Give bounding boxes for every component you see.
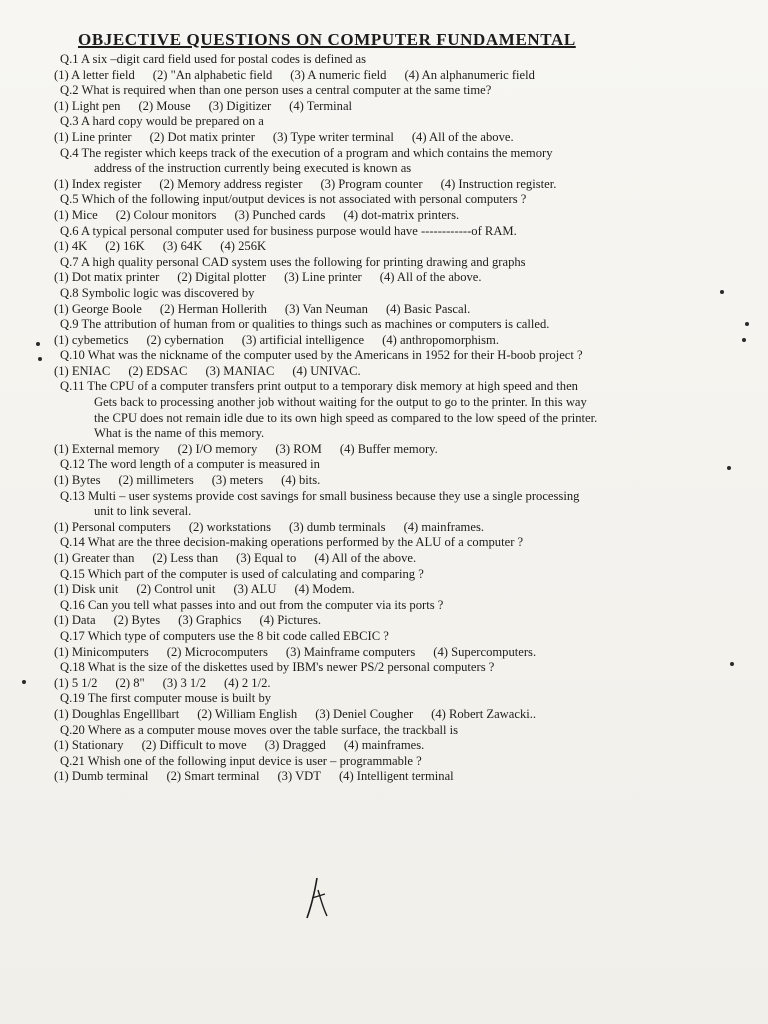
option-4: (4) Robert Zawacki.. bbox=[431, 706, 537, 721]
question-text: Q.2 What is required when than one person uses a central computer at the same time? bbox=[60, 83, 492, 98]
option-2: (2) Colour monitors bbox=[115, 207, 217, 222]
options-row bbox=[54, 613, 704, 629]
option-1: (1) 5 1/2 bbox=[54, 675, 98, 690]
option-2: (2) EDSAC bbox=[128, 363, 188, 378]
option-3: (3) Graphics bbox=[178, 613, 242, 628]
scan-speck bbox=[720, 290, 724, 294]
question-continuation: the CPU does not remain idle due to its own high speed as compared to the low speed of the printer. bbox=[94, 410, 598, 425]
signature-mark bbox=[303, 876, 333, 920]
option-1: (1) Data bbox=[54, 613, 96, 628]
question-text: Q.17 Which type of computers use the 8 bit code called EBCIC ? bbox=[60, 628, 389, 643]
question-text: Q.9 The attribution of human from or qualities to things such as machines or computers is called. bbox=[60, 317, 550, 332]
scan-speck bbox=[742, 338, 746, 342]
options-row bbox=[54, 302, 704, 318]
options-row bbox=[54, 177, 704, 193]
question-text: Q.14 What are the three decision-making operations performed by the ALU of a computer ? bbox=[60, 535, 524, 550]
question-continuation: address of the instruction currently being executed is known as bbox=[94, 161, 412, 176]
question-text: Q.7 A high quality personal CAD system uses the following for printing drawing and graphs bbox=[60, 254, 526, 269]
option-1: (1) Dot matix printer bbox=[54, 270, 160, 285]
option-3: (3) ROM bbox=[275, 441, 322, 456]
option-3: (3) artificial intelligence bbox=[241, 332, 365, 347]
question-continuation: unit to link several. bbox=[94, 504, 192, 519]
option-3: (3) MANIAC bbox=[205, 363, 275, 378]
option-1: (1) 4K bbox=[54, 239, 88, 254]
option-3: (3) Mainframe computers bbox=[285, 644, 416, 659]
option-2: (2) Bytes bbox=[113, 613, 161, 628]
option-2: (2) millimeters bbox=[118, 473, 194, 488]
option-1: (1) Minicomputers bbox=[54, 644, 149, 659]
question-text: Q.5 Which of the following input/output devices is not associated with personal computers ? bbox=[60, 192, 527, 207]
option-4: (4) dot-matrix printers. bbox=[343, 207, 460, 222]
question-text: Q.20 Where as a computer mouse moves over the table surface, the trackball is bbox=[60, 722, 459, 737]
options-row bbox=[54, 551, 704, 567]
options-row bbox=[54, 99, 704, 115]
question-text: Q.12 The word length of a computer is measured in bbox=[60, 457, 320, 472]
option-1: (1) Mice bbox=[54, 207, 98, 222]
option-3: (3) Line printer bbox=[284, 270, 362, 285]
options-row bbox=[54, 270, 704, 286]
option-3: (3) meters bbox=[211, 473, 264, 488]
option-1: (1) Disk unit bbox=[54, 582, 119, 597]
option-2: (2) Memory address register bbox=[159, 176, 303, 191]
option-1: (1) cybemetics bbox=[54, 332, 129, 347]
option-1: (1) Greater than bbox=[54, 551, 135, 565]
option-3: (3) dumb terminals bbox=[289, 519, 386, 534]
options-row bbox=[54, 473, 704, 489]
option-2: (2) 16K bbox=[105, 239, 145, 254]
question-text: Q.11 The CPU of a computer transfers print output to a temporary disk memory at high speed and then bbox=[60, 379, 578, 394]
option-4: (4) UNIVAC. bbox=[292, 363, 361, 378]
question-text: Q.13 Multi – user systems provide cost savings for small business because they use a single processing bbox=[60, 488, 580, 503]
option-2: (2) cybernation bbox=[146, 332, 224, 347]
option-2: (2) Dot matix printer bbox=[149, 129, 255, 144]
option-2: (2) Digital plotter bbox=[177, 270, 267, 285]
question-text: Q.1 A six –digit card field used for postal codes is defined as bbox=[60, 52, 367, 66]
option-1: (1) Bytes bbox=[54, 473, 101, 488]
option-1: (1) George Boole bbox=[54, 301, 142, 316]
option-2: (2) Microcomputers bbox=[166, 644, 268, 659]
options-row bbox=[54, 208, 704, 224]
question-text: Q.8 Symbolic logic was discovered by bbox=[60, 285, 255, 300]
question-list bbox=[54, 52, 704, 785]
scan-speck bbox=[727, 466, 731, 470]
option-2: (2) Mouse bbox=[138, 98, 191, 113]
option-3: (3) 3 1/2 bbox=[162, 675, 207, 690]
question-text: Q.16 Can you tell what passes into and out from the computer via its ports ? bbox=[60, 597, 444, 612]
question-text: Q.21 Whish one of the following input device is user – programmable ? bbox=[60, 753, 422, 768]
option-4: (4) All of the above. bbox=[411, 129, 514, 144]
options-row bbox=[54, 68, 704, 84]
option-1: (1) A letter field bbox=[54, 67, 135, 82]
scan-speck bbox=[730, 662, 734, 666]
option-4: (4) Modem. bbox=[294, 582, 355, 597]
option-1: (1) ENIAC bbox=[54, 363, 111, 378]
option-1: (1) Dumb terminal bbox=[54, 769, 149, 784]
option-4: (4) Basic Pascal. bbox=[385, 301, 471, 316]
option-3: (3) ALU bbox=[233, 582, 277, 597]
options-row bbox=[54, 333, 704, 349]
question-continuation: What is the name of this memory. bbox=[94, 426, 265, 441]
options-row bbox=[54, 738, 704, 754]
option-3: (3) Punched cards bbox=[234, 207, 326, 222]
option-3: (3) Dragged bbox=[264, 738, 326, 753]
question-text: Q.3 A hard copy would be prepared on a bbox=[60, 114, 264, 129]
question-text: Q.10 What was the nickname of the computer used by the Americans in 1952 for their H-boob project ? bbox=[60, 348, 583, 363]
options-row bbox=[54, 239, 704, 255]
options-row bbox=[54, 130, 704, 146]
option-2: (2) I/O memory bbox=[177, 441, 258, 456]
option-4: (4) Supercomputers. bbox=[433, 644, 537, 659]
option-2: (2) Herman Hollerith bbox=[159, 301, 267, 316]
question-text: Q.19 The first computer mouse is built by bbox=[60, 691, 272, 706]
options-row bbox=[54, 769, 704, 785]
option-1: (1) Doughlas Engelllbart bbox=[54, 706, 180, 721]
options-row bbox=[54, 707, 704, 723]
option-2: (2) Control unit bbox=[136, 582, 216, 597]
question-continuation: Gets back to processing another job without waiting for the output to go to the printer. In this way bbox=[94, 395, 587, 410]
option-3: (3) Van Neuman bbox=[284, 301, 368, 316]
option-2: (2) Less than bbox=[152, 551, 219, 565]
option-1: (1) Personal computers bbox=[54, 519, 171, 534]
option-3: (3) VDT bbox=[277, 769, 321, 784]
option-2: (2) workstations bbox=[188, 519, 272, 534]
option-1: (1) Line printer bbox=[54, 129, 132, 144]
option-2: (2) Smart terminal bbox=[166, 769, 260, 784]
question-text: Q.18 What is the size of the diskettes used by IBM's newer PS/2 personal computers ? bbox=[60, 660, 495, 675]
option-1: (1) Stationary bbox=[54, 738, 124, 753]
option-4: (4) All of the above. bbox=[314, 551, 417, 565]
option-2: (2) William English bbox=[197, 706, 298, 721]
options-row bbox=[54, 442, 704, 458]
options-row bbox=[54, 520, 704, 536]
scan-speck bbox=[36, 342, 40, 346]
option-4: (4) 2 1/2. bbox=[224, 675, 271, 690]
option-1: (1) Light pen bbox=[54, 98, 121, 113]
question-text: Q.6 A typical personal computer used for business purpose would have ------------of RAM. bbox=[60, 223, 517, 238]
options-row bbox=[54, 364, 704, 380]
option-3: (3) Program counter bbox=[320, 176, 423, 191]
scan-speck bbox=[22, 680, 26, 684]
option-4: (4) Instruction register. bbox=[440, 176, 557, 191]
option-3: (3) 64K bbox=[162, 239, 203, 254]
option-4: (4) 256K bbox=[220, 239, 267, 254]
option-4: (4) Buffer memory. bbox=[339, 441, 438, 456]
option-3: (3) Deniel Cougher bbox=[315, 706, 414, 721]
option-3: (3) Equal to bbox=[236, 551, 297, 565]
option-4: (4) Pictures. bbox=[259, 613, 321, 628]
scan-speck bbox=[745, 322, 749, 326]
question-text: Q.15 Which part of the computer is used of calculating and comparing ? bbox=[60, 566, 424, 581]
options-row bbox=[54, 582, 704, 598]
option-4: (4) Terminal bbox=[289, 98, 353, 113]
option-3: (3) Digitizer bbox=[208, 98, 272, 113]
options-row bbox=[54, 645, 704, 661]
option-4: (4) All of the above. bbox=[379, 270, 482, 285]
option-2: (2) "An alphabetic field bbox=[152, 67, 273, 82]
options-row bbox=[54, 676, 704, 692]
option-2: (2) Difficult to move bbox=[141, 738, 247, 753]
option-4: (4) mainframes. bbox=[343, 738, 425, 753]
option-3: (3) A numeric field bbox=[290, 67, 387, 82]
option-1: (1) External memory bbox=[54, 441, 160, 456]
option-4: (4) anthropomorphism. bbox=[382, 332, 499, 347]
option-1: (1) Index register bbox=[54, 176, 142, 191]
option-4: (4) An alphanumeric field bbox=[404, 67, 535, 82]
question-text: Q.4 The register which keeps track of the execution of a program and which contains the memory bbox=[60, 145, 553, 160]
option-3: (3) Type writer terminal bbox=[272, 129, 394, 144]
scan-speck bbox=[38, 357, 42, 361]
option-4: (4) bits. bbox=[281, 473, 321, 488]
option-4: (4) mainframes. bbox=[403, 519, 484, 534]
page-title: OBJECTIVE QUESTIONS ON COMPUTER FUNDAMENTAL bbox=[78, 30, 576, 49]
option-2: (2) 8" bbox=[115, 675, 145, 690]
option-4: (4) Intelligent terminal bbox=[338, 769, 454, 784]
